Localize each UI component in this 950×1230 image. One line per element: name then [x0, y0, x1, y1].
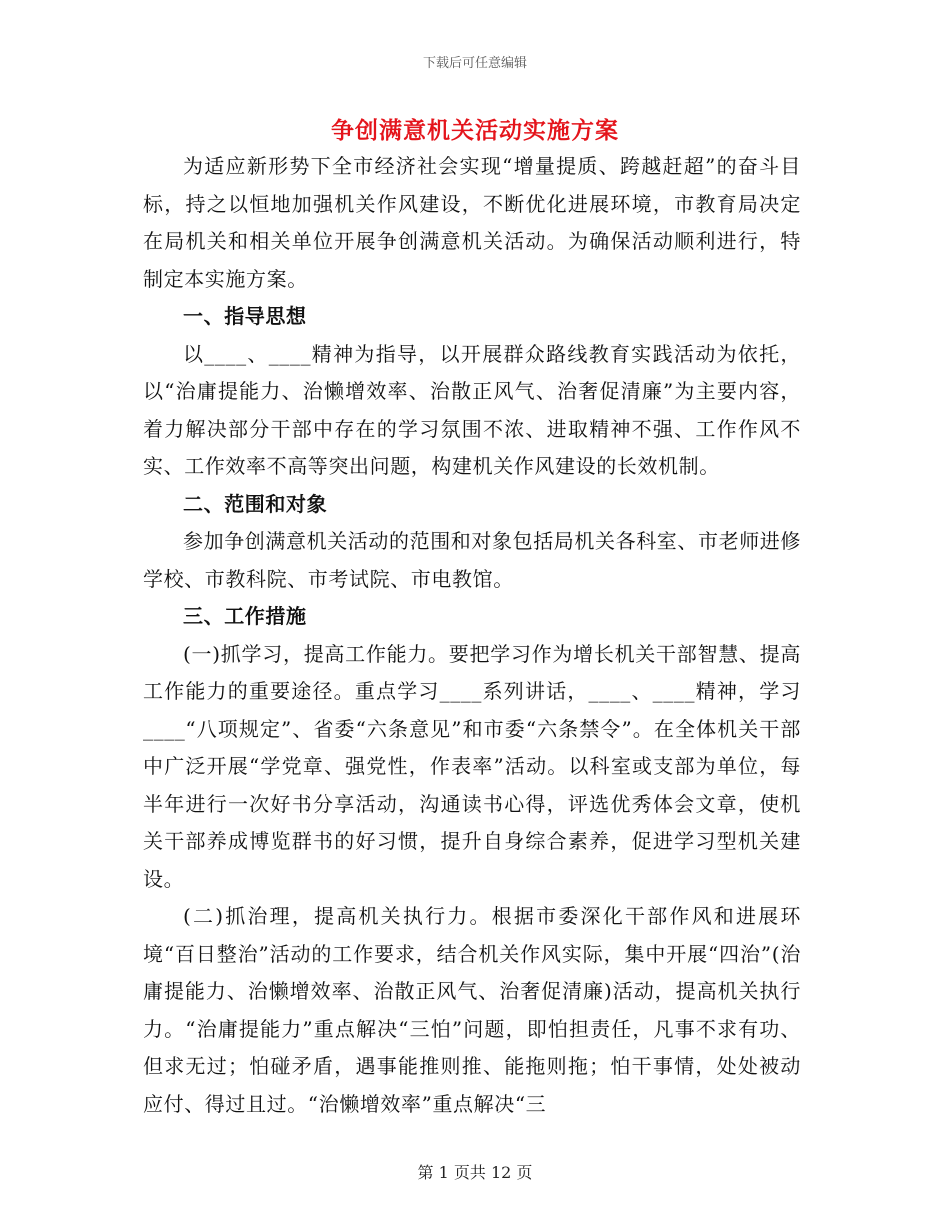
measure-item-study: (一)抓学习，提高工作能力。要把学习作为增长机关干部智慧、提高工作能力的重要途径。重点学习____系列讲话，____、____精神，学习____“八项规定”、省委“六条意见”和市委“六条禁令”。在全体机关干部中广泛开展“学党章、强党性，作表率”活动。以科室或支部为单位，每半年进行一次好书分享活动，沟通读书心得，评选优秀体会文章，使机关干部养成博览群书的好习惯，提升自身综合素养，促进学习型机关建设。	[143, 641, 801, 891]
document-title: 争创满意机关活动实施方案	[331, 118, 619, 144]
section-heading-measures: 三、工作措施	[183, 604, 307, 628]
intro-paragraph: 为适应新形势下全市经济社会实现“增量提质、跨越赶超”的奋斗目标，持之以恒地加强机关作风建设，不断优化进展环境，市教育局决定在局机关和相关单位开展争创满意机关活动。为确保活动顺利进行，特制定本实施方案。	[143, 154, 801, 291]
section-heading-guiding-thought: 一、指导思想	[183, 304, 307, 328]
guiding-thought-paragraph: 以____、____精神为指导，以开展群众路线教育实践活动为依托，以“治庸提能力、治懒增效率、治散正风气、治奢促清廉”为主要内容，着力解决部分干部中存在的学习氛围不浓、进取精神不强、工作作风不实、工作效率不高等突出问题，构建机关作风建设的长效机制。	[143, 341, 801, 478]
section-heading-scope: 二、范围和对象	[183, 491, 328, 516]
page-header-note: 下载后可任意编辑	[422, 56, 527, 71]
measure-item-governance: (二)抓治理，提高机关执行力。根据市委深化干部作风和进展环境“百日整治”活动的工作要求，结合机关作风实际，集中开展“四治”(治庸提能力、治懒增效率、治散正风气、治奢促清廉)活动，提高机关执行力。“治庸提能力”重点解决“三怕”问题，即怕担责任，凡事不求有功、但求无过；怕碰矛盾，遇事能推则推、能拖则拖；怕干事情，处处被动应付、得过且过。“治懒增效率”重点解决“三	[143, 904, 801, 1116]
page-number: 第 1 页共 12 页	[417, 1163, 533, 1182]
scope-paragraph: 参加争创满意机关活动的范围和对象包括局机关各科室、市老师进修学校、市教科院、市考试院、市电教馆。	[143, 529, 801, 591]
document-body	[143, 148, 801, 1123]
